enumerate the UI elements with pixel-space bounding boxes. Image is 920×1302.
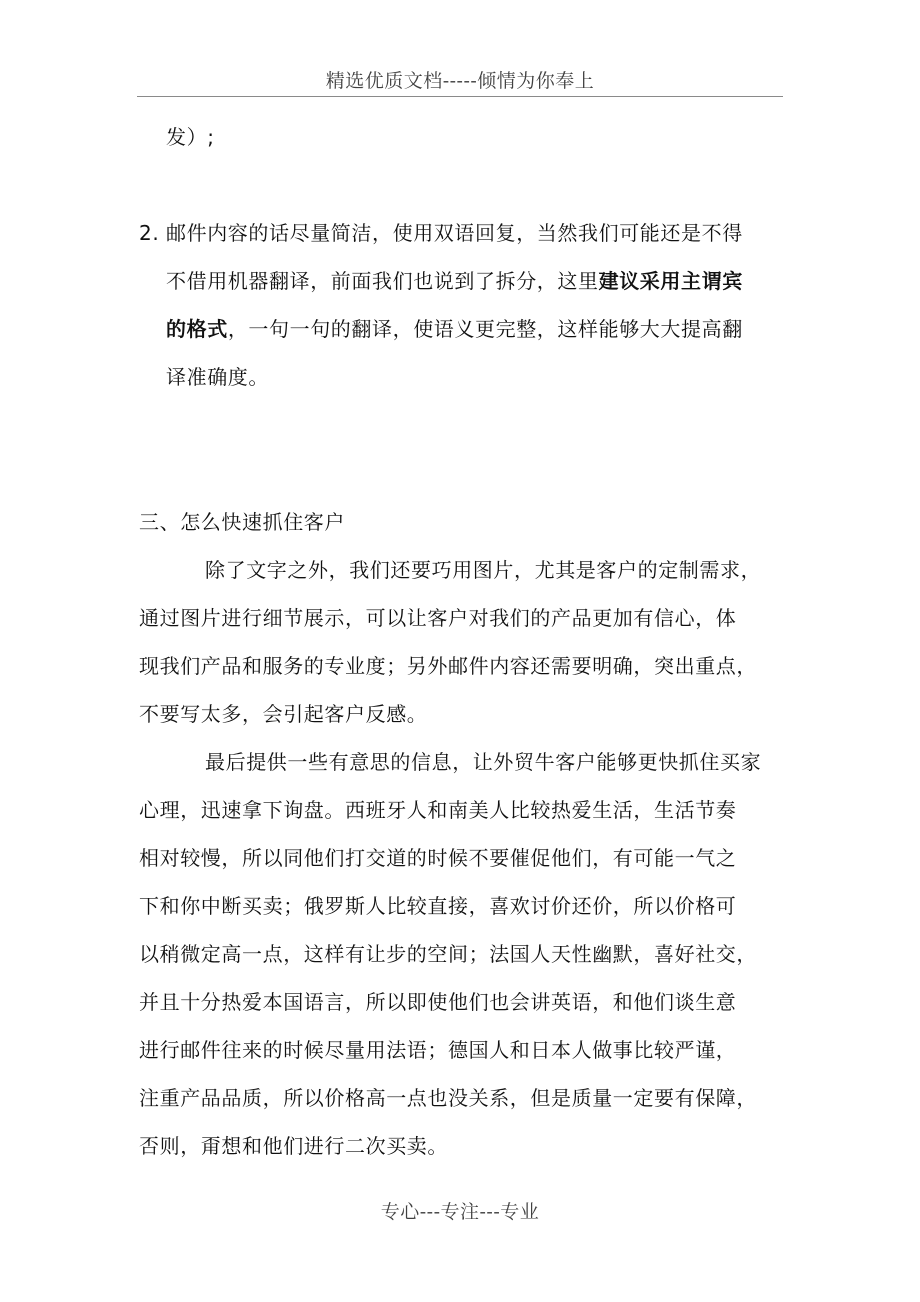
para2-line-9: 否则，甭想和他们进行二次买卖。 bbox=[139, 1134, 448, 1158]
para2-line-5: 以稍微定高一点，这样有让步的空间；法国人天性幽默，喜好社交， bbox=[139, 942, 757, 966]
para1-line-3: 现我们产品和服务的专业度；另外邮件内容还需要明确，突出重点， bbox=[139, 654, 757, 678]
para2-line-1: 最后提供一些有意思的信息，让外贸牛客户能够更快抓住买家 bbox=[205, 750, 762, 774]
para2-line-7: 进行邮件往来的时候尽量用法语；德国人和日本人做事比较严谨， bbox=[139, 1038, 737, 1062]
item2-line-3 bbox=[166, 316, 743, 342]
para1-line-2: 通过图片进行细节展示，可以让客户对我们的产品更加有信心，体 bbox=[139, 606, 737, 630]
para2-line-8: 注重产品品质，所以价格高一点也没关系，但是质量一定要有保障， bbox=[139, 1086, 757, 1110]
section-3-heading: 三、怎么快速抓住客户 bbox=[139, 510, 345, 534]
page-footer: 专心---专注---专业 bbox=[380, 1201, 540, 1223]
header-divider bbox=[137, 96, 783, 97]
para2-line-3: 相对较慢，所以同他们打交道的时候不要催促他们，有可能一气之 bbox=[139, 846, 737, 870]
item2-bold-phrase-2: 的格式 bbox=[166, 317, 228, 341]
item2-bold-phrase-1: 建议采用主谓宾 bbox=[598, 269, 743, 293]
para1-line-1: 除了文字之外，我们还要巧用图片，尤其是客户的定制需求， bbox=[205, 558, 762, 582]
item2-line-2-text: 不借用机器翻译，前面我们也说到了拆分，这里 bbox=[166, 269, 599, 293]
item2-line-1: 邮件内容的话尽量简洁，使用双语回复，当然我们可能还是不得 bbox=[166, 221, 743, 245]
para1-line-4: 不要写太多，会引起客户反感。 bbox=[139, 702, 428, 726]
list-number-2: 2. bbox=[139, 221, 160, 245]
para2-line-4: 下和你中断买卖；俄罗斯人比较直接，喜欢讨价还价，所以价格可 bbox=[139, 894, 737, 918]
para2-line-2: 心理，迅速拿下询盘。西班牙人和南美人比较热爱生活，生活节奏 bbox=[139, 798, 737, 822]
para2-line-6: 并且十分热爱本国语言，所以即使他们也会讲英语，和他们谈生意 bbox=[139, 990, 737, 1014]
continuation-line: 发）; bbox=[166, 125, 215, 149]
item2-line-4: 译准确度。 bbox=[166, 365, 269, 389]
item2-line-3-text: ，一句一句的翻译，使语义更完整，这样能够大大提高翻 bbox=[227, 317, 743, 341]
item2-line-2 bbox=[166, 268, 743, 294]
page-header: 精选优质文档-----倾情为你奉上 bbox=[325, 70, 595, 92]
